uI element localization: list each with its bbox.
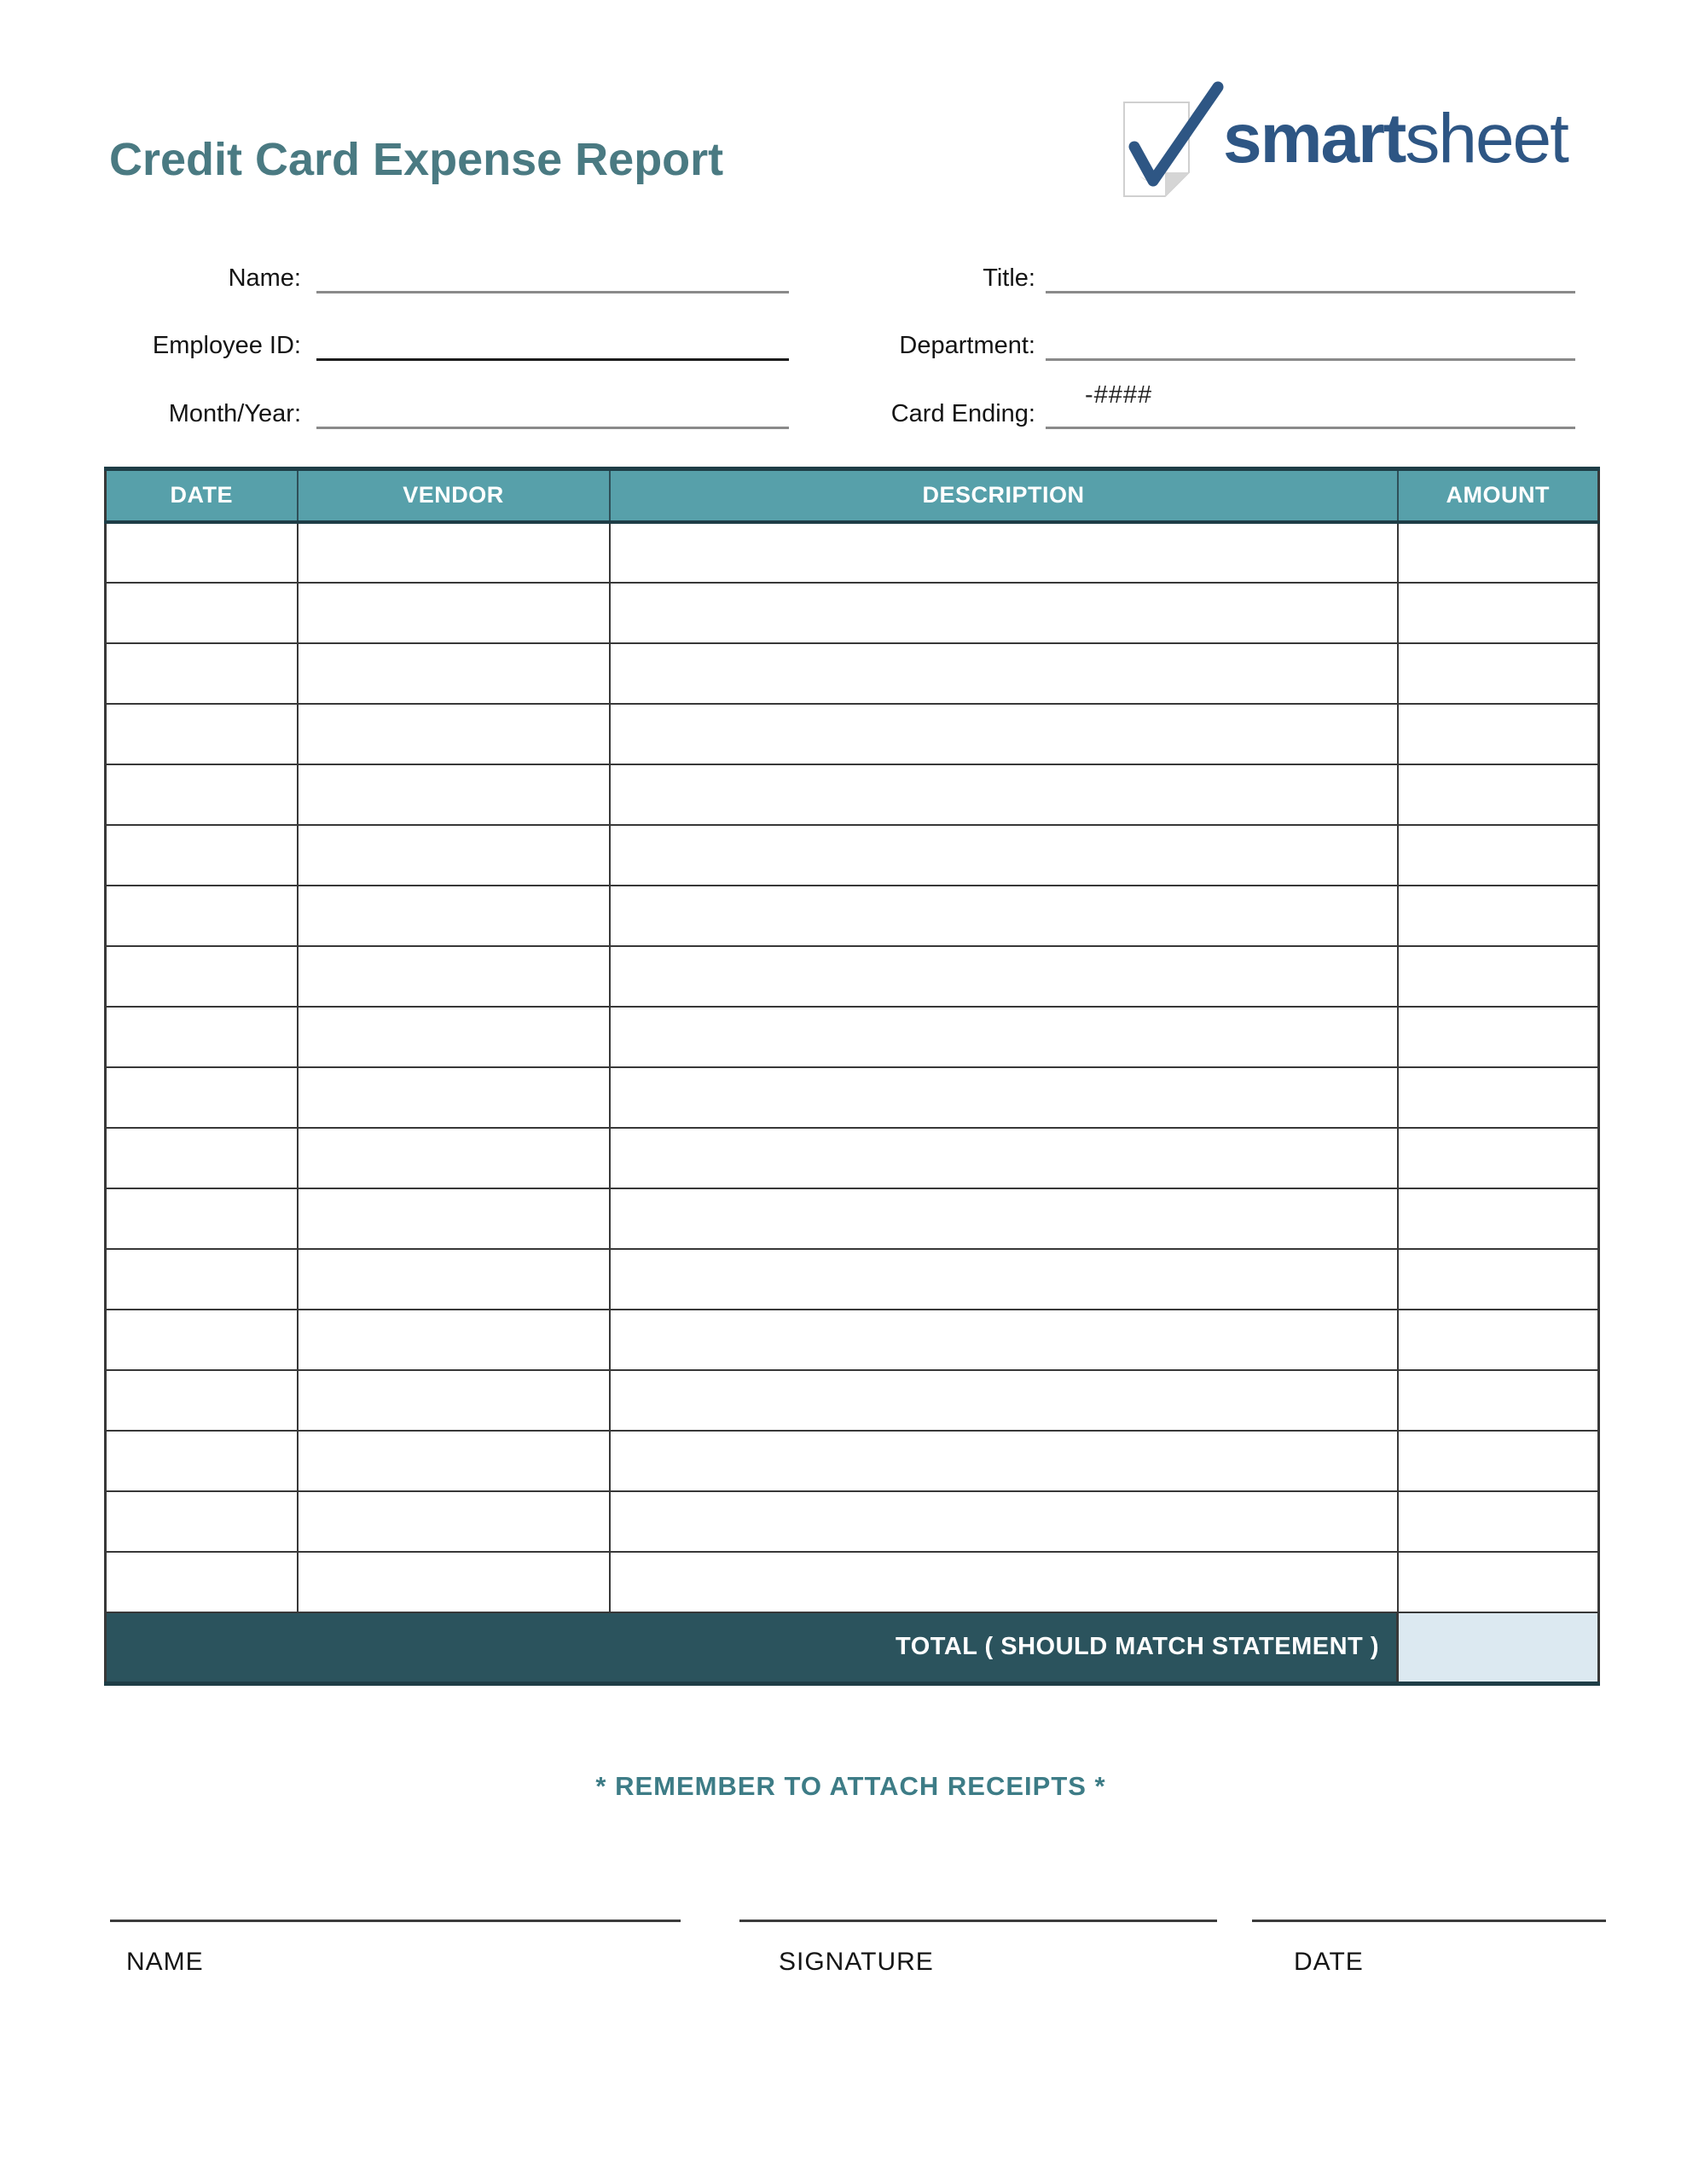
title-label: Title: — [983, 264, 1035, 292]
cell-vendor[interactable] — [298, 1249, 610, 1310]
table-header-row — [106, 469, 1599, 522]
table-row — [106, 522, 1599, 583]
cell-amount[interactable] — [1398, 1431, 1599, 1491]
cell-description[interactable] — [610, 1310, 1398, 1370]
column-header-description: DESCRIPTION — [610, 469, 1398, 522]
total-amount-cell[interactable] — [1398, 1612, 1599, 1684]
cell-vendor[interactable] — [298, 1188, 610, 1249]
table-row — [106, 886, 1599, 946]
cell-vendor[interactable] — [298, 1128, 610, 1188]
signature-date-label: DATE — [1294, 1948, 1364, 1976]
cell-amount[interactable] — [1398, 1007, 1599, 1067]
column-header-amount: AMOUNT — [1398, 469, 1599, 522]
page-title: Credit Card Expense Report — [109, 134, 724, 185]
table-row — [106, 946, 1599, 1007]
cell-vendor[interactable] — [298, 522, 610, 583]
cell-date[interactable] — [106, 522, 298, 583]
card-ending-hint: -#### — [1085, 381, 1153, 409]
cell-date[interactable] — [106, 1491, 298, 1552]
table-row — [106, 1491, 1599, 1552]
cell-vendor[interactable] — [298, 643, 610, 704]
cell-date[interactable] — [106, 1067, 298, 1128]
cell-vendor[interactable] — [298, 825, 610, 886]
month-year-label: Month/Year: — [168, 400, 301, 427]
column-header-date: DATE — [106, 469, 298, 522]
cell-date[interactable] — [106, 1370, 298, 1431]
cell-amount[interactable] — [1398, 946, 1599, 1007]
cell-amount[interactable] — [1398, 583, 1599, 643]
table-row — [106, 1370, 1599, 1431]
table-body — [106, 522, 1599, 1612]
cell-description[interactable] — [610, 1370, 1398, 1431]
logo-wordmark — [1223, 100, 1568, 177]
cell-vendor[interactable] — [298, 1491, 610, 1552]
cell-vendor[interactable] — [298, 704, 610, 764]
cell-vendor[interactable] — [298, 886, 610, 946]
cell-amount[interactable] — [1398, 1188, 1599, 1249]
table-row — [106, 1552, 1599, 1612]
reminder-note: * REMEMBER TO ATTACH RECEIPTS * — [595, 1771, 1106, 1801]
checkmark-document-icon — [1110, 75, 1226, 216]
cell-description[interactable] — [610, 1128, 1398, 1188]
cell-amount[interactable] — [1398, 1249, 1599, 1310]
table-row — [106, 1128, 1599, 1188]
signature-name-line[interactable] — [110, 1920, 681, 1922]
cell-date[interactable] — [106, 825, 298, 886]
cell-date[interactable] — [106, 1431, 298, 1491]
cell-vendor[interactable] — [298, 1007, 610, 1067]
table-row — [106, 704, 1599, 764]
signature-name-label: NAME — [126, 1948, 204, 1976]
signature-date-line[interactable] — [1252, 1920, 1606, 1922]
cell-date[interactable] — [106, 946, 298, 1007]
cell-date[interactable] — [106, 1188, 298, 1249]
table-row — [106, 764, 1599, 825]
cell-description[interactable] — [610, 825, 1398, 886]
title-input[interactable] — [1046, 264, 1575, 293]
cell-amount[interactable] — [1398, 825, 1599, 886]
logo-text-smart: smart — [1223, 100, 1406, 177]
name-label: Name: — [228, 264, 301, 292]
signature-signature-line[interactable] — [739, 1920, 1217, 1922]
cell-vendor[interactable] — [298, 583, 610, 643]
employee-id-input[interactable] — [316, 332, 789, 361]
card-ending-input[interactable] — [1046, 400, 1575, 429]
cell-amount[interactable] — [1398, 522, 1599, 583]
total-row — [106, 1612, 1599, 1684]
cell-description[interactable] — [610, 1249, 1398, 1310]
cell-description[interactable] — [610, 946, 1398, 1007]
cell-date[interactable] — [106, 583, 298, 643]
table-row — [106, 1007, 1599, 1067]
expense-table — [104, 467, 1600, 1686]
cell-date[interactable] — [106, 886, 298, 946]
cell-vendor[interactable] — [298, 1552, 610, 1612]
cell-date[interactable] — [106, 1249, 298, 1310]
name-input[interactable] — [316, 264, 789, 293]
cell-amount[interactable] — [1398, 1370, 1599, 1431]
table-row — [106, 1188, 1599, 1249]
cell-date[interactable] — [106, 764, 298, 825]
cell-vendor[interactable] — [298, 1431, 610, 1491]
cell-date[interactable] — [106, 704, 298, 764]
cell-vendor[interactable] — [298, 1370, 610, 1431]
cell-description[interactable] — [610, 1007, 1398, 1067]
cell-date[interactable] — [106, 643, 298, 704]
table-row — [106, 1310, 1599, 1370]
cell-description[interactable] — [610, 704, 1398, 764]
column-header-vendor: VENDOR — [298, 469, 610, 522]
cell-description[interactable] — [610, 1491, 1398, 1552]
cell-description[interactable] — [610, 1188, 1398, 1249]
cell-description[interactable] — [610, 1431, 1398, 1491]
card-ending-label: Card Ending: — [890, 400, 1035, 427]
cell-description[interactable] — [610, 1552, 1398, 1612]
cell-vendor[interactable] — [298, 764, 610, 825]
department-input[interactable] — [1046, 332, 1575, 361]
cell-description[interactable] — [610, 1067, 1398, 1128]
table-row — [106, 1249, 1599, 1310]
cell-date[interactable] — [106, 1310, 298, 1370]
cell-amount[interactable] — [1398, 1491, 1599, 1552]
cell-vendor[interactable] — [298, 1310, 610, 1370]
cell-amount[interactable] — [1398, 1067, 1599, 1128]
table-row — [106, 643, 1599, 704]
cell-description[interactable] — [610, 522, 1398, 583]
cell-amount[interactable] — [1398, 764, 1599, 825]
cell-vendor[interactable] — [298, 946, 610, 1007]
cell-amount[interactable] — [1398, 1128, 1599, 1188]
cell-amount[interactable] — [1398, 1552, 1599, 1612]
cell-description[interactable] — [610, 764, 1398, 825]
logo-text-sheet: sheet — [1405, 100, 1568, 177]
cell-description[interactable] — [610, 886, 1398, 946]
cell-amount[interactable] — [1398, 886, 1599, 946]
cell-date[interactable] — [106, 1552, 298, 1612]
cell-description[interactable] — [610, 643, 1398, 704]
table-row — [106, 583, 1599, 643]
cell-amount[interactable] — [1398, 704, 1599, 764]
cell-amount[interactable] — [1398, 643, 1599, 704]
cell-date[interactable] — [106, 1128, 298, 1188]
cell-vendor[interactable] — [298, 1067, 610, 1128]
table-row — [106, 825, 1599, 886]
cell-date[interactable] — [106, 1007, 298, 1067]
signature-signature-label: SIGNATURE — [779, 1948, 934, 1976]
employee-id-label: Employee ID: — [152, 332, 301, 359]
cell-amount[interactable] — [1398, 1310, 1599, 1370]
table-row — [106, 1431, 1599, 1491]
department-label: Department: — [899, 332, 1035, 359]
smartsheet-logo — [1110, 75, 1601, 212]
table-row — [106, 1067, 1599, 1128]
cell-description[interactable] — [610, 583, 1398, 643]
month-year-input[interactable] — [316, 400, 789, 429]
total-label: TOTAL ( SHOULD MATCH STATEMENT ) — [106, 1612, 1398, 1684]
